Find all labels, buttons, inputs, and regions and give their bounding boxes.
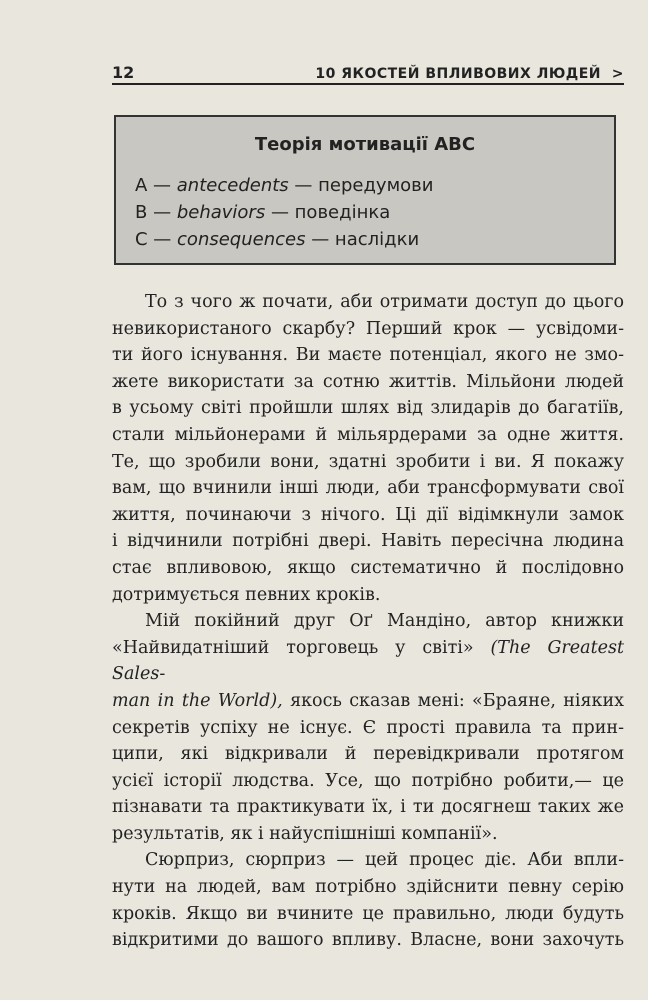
box-title: Теорія мотивації ABC: [254, 134, 476, 155]
text-line: стали мільйонерами й мільярдерами за одне життя.: [112, 424, 624, 445]
header-rule: [112, 83, 624, 85]
text-line: Мій покійний друг Оґ Мандіно, автор книжки: [145, 611, 624, 632]
text-line: життя, починаючи з нічого. Ці дії відімкнули замок: [112, 504, 624, 525]
text-line: в усьому світі пройшли шлях від злидарів до багатіїв,: [112, 398, 624, 419]
box-item-meaning: — поведінка: [270, 202, 391, 223]
abc-theory-box: [114, 115, 616, 265]
box-item-c: [135, 229, 419, 250]
running-head-title: 10 ЯКОСТЕЙ ВПЛИВОВИХ ЛЮДЕЙ: [315, 66, 602, 82]
text-fragment: якось сказав мені: «Браяне, ніяких: [290, 690, 624, 711]
text-line: То з чого ж почати, аби отримати доступ до цього: [145, 292, 624, 312]
text-line: відкритими до вашого впливу. Власне, вони захочуть: [112, 930, 624, 951]
text-line: і відчинили потрібні двері. Навіть пересічна людина: [112, 531, 624, 552]
text-line: ципи, які відкривали й перевідкривали протягом: [112, 744, 624, 765]
text-line: жете використати за сотню життів. Мільйони людей: [112, 371, 624, 392]
text-line: ти його існування. Ви маєте потенціал, якого не змо-: [112, 345, 624, 366]
box-item-term: antecedents: [176, 175, 289, 196]
chevron-right-icon: >: [611, 66, 624, 82]
box-item-letter: C —: [135, 229, 172, 250]
text-line: пізнавати та практикувати їх, і ти досягнеш таких же: [112, 797, 624, 818]
box-item-letter: B —: [135, 202, 172, 223]
box-item-meaning: — наслідки: [311, 229, 420, 250]
text-line: [112, 688, 624, 715]
text-line: вам, що вчинили інші люди, аби трансформувати свої: [112, 478, 624, 499]
box-item-b: [135, 202, 390, 223]
box-item-meaning: — передумови: [294, 175, 434, 196]
text-line: [112, 635, 624, 688]
body-text: [112, 289, 624, 954]
running-head: [315, 66, 624, 82]
text-line: секретів успіху не існує. Є прості правила та прин-: [112, 717, 624, 738]
book-title-ua: «Найвидатніший торговець у світі»: [112, 637, 474, 658]
box-item-term: behaviors: [176, 202, 266, 223]
text-line: дотримується певних кроків.: [112, 584, 381, 605]
page-number: 12: [112, 63, 135, 82]
text-line: результатів, як і найуспішніші компанії».: [112, 823, 498, 844]
book-title-en: (The Greatest Sales-: [112, 637, 624, 685]
book-title-en-cont: man in the World),: [112, 690, 283, 711]
text-line: невикористаного скарбу? Перший крок — усвідоми-: [112, 318, 624, 339]
text-line: кроків. Якщо ви вчините це правильно, люди будуть: [112, 903, 624, 924]
text-line: Те, що зробили вони, здатні зробити і ви. Я покажу: [112, 451, 624, 472]
text-line: усієї історії людства. Усе, що потрібно робити,— це: [112, 770, 624, 791]
box-item-term: consequences: [177, 229, 306, 250]
box-item-a: [135, 175, 433, 196]
text-line: стає впливовою, якщо систематично й послідовно: [112, 557, 624, 578]
box-item-letter: A —: [135, 175, 172, 196]
text-line: нути на людей, вам потрібно здійснити певну серію: [112, 877, 624, 898]
text-line: Сюрприз, сюрприз — цей процес діє. Аби впли-: [145, 850, 624, 871]
page-header: [112, 58, 624, 82]
